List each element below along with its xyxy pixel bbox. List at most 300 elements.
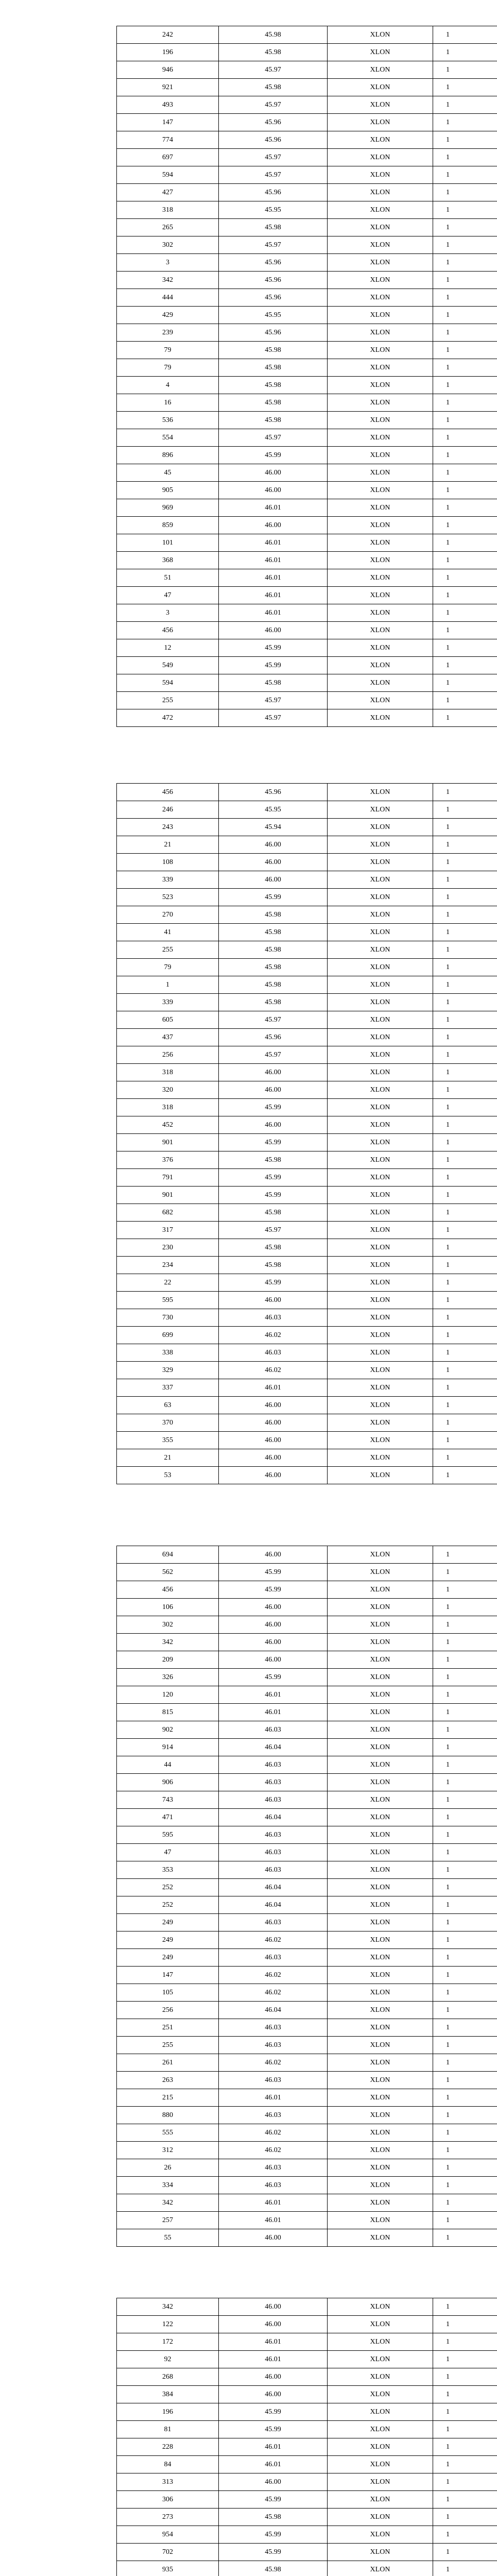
trailing-cell: 1: [433, 2054, 497, 2072]
venue-cell: XLON: [328, 412, 433, 429]
price-cell: 46.04: [219, 1809, 328, 1826]
volume-cell: 523: [117, 889, 219, 906]
table-row: [117, 1669, 497, 1686]
table-row: [117, 2403, 497, 2421]
table-row: [117, 552, 497, 569]
venue-cell: XLON: [328, 1327, 433, 1344]
table-row: [117, 2333, 497, 2351]
venue-cell: XLON: [328, 1581, 433, 1599]
volume-cell: 270: [117, 906, 219, 924]
table-row: [117, 1581, 497, 1599]
volume-cell: 239: [117, 324, 219, 342]
venue-cell: XLON: [328, 1414, 433, 1432]
price-cell: 45.96: [219, 114, 328, 131]
trailing-cell: 1: [433, 166, 497, 184]
trailing-cell: 1: [433, 1011, 497, 1029]
trailing-cell: 1: [433, 499, 497, 517]
trailing-cell: 1: [433, 1414, 497, 1432]
price-cell: 45.98: [219, 26, 328, 44]
venue-cell: XLON: [328, 2089, 433, 2107]
table-row: [117, 1809, 497, 1826]
price-cell: 46.00: [219, 2386, 328, 2403]
trades-table: [116, 1546, 497, 2247]
price-cell: 45.99: [219, 1274, 328, 1292]
table-row: [117, 1564, 497, 1581]
trailing-cell: 1: [433, 1967, 497, 1984]
price-cell: 45.98: [219, 994, 328, 1011]
trailing-cell: 1: [433, 2072, 497, 2089]
table-row: [117, 2159, 497, 2177]
table-row: [117, 2194, 497, 2212]
table-row: [117, 2316, 497, 2333]
table-row: [117, 1756, 497, 1774]
venue-cell: XLON: [328, 994, 433, 1011]
volume-cell: 595: [117, 1826, 219, 1844]
trailing-cell: 1: [433, 2351, 497, 2368]
trailing-cell: 1: [433, 692, 497, 709]
venue-cell: XLON: [328, 1397, 433, 1414]
volume-cell: 699: [117, 1327, 219, 1344]
price-cell: 46.00: [219, 1651, 328, 1669]
table-row: [117, 2089, 497, 2107]
venue-cell: XLON: [328, 1774, 433, 1791]
trailing-cell: 1: [433, 2142, 497, 2159]
venue-cell: XLON: [328, 2473, 433, 2491]
volume-cell: 252: [117, 1879, 219, 1896]
trailing-cell: 1: [433, 1634, 497, 1651]
volume-cell: 452: [117, 1116, 219, 1134]
trailing-cell: 1: [433, 272, 497, 289]
price-cell: 46.00: [219, 1634, 328, 1651]
trailing-cell: 1: [433, 569, 497, 587]
table-row: [117, 2561, 497, 2576]
volume-cell: 21: [117, 836, 219, 854]
volume-cell: 376: [117, 1151, 219, 1169]
venue-cell: XLON: [328, 2229, 433, 2247]
venue-cell: XLON: [328, 1064, 433, 1081]
trades-table: [116, 26, 497, 727]
table-row: [117, 534, 497, 552]
trailing-cell: 1: [433, 2194, 497, 2212]
volume-cell: 243: [117, 819, 219, 836]
price-cell: 46.00: [219, 1116, 328, 1134]
venue-cell: XLON: [328, 2561, 433, 2576]
price-cell: 45.98: [219, 959, 328, 976]
table-row: [117, 114, 497, 131]
volume-cell: 902: [117, 1721, 219, 1739]
table-row: [117, 342, 497, 359]
volume-cell: 901: [117, 1134, 219, 1151]
table-row: [117, 1397, 497, 1414]
venue-cell: XLON: [328, 801, 433, 819]
trailing-cell: 1: [433, 1651, 497, 1669]
price-cell: 45.99: [219, 889, 328, 906]
volume-cell: 471: [117, 1809, 219, 1826]
venue-cell: XLON: [328, 131, 433, 149]
trailing-cell: 1: [433, 1169, 497, 1187]
volume-cell: 26: [117, 2159, 219, 2177]
trailing-cell: 1: [433, 1046, 497, 1064]
volume-cell: 106: [117, 1599, 219, 1616]
volume-cell: 4: [117, 377, 219, 394]
trailing-cell: 1: [433, 1362, 497, 1379]
venue-cell: XLON: [328, 1344, 433, 1362]
volume-cell: 554: [117, 429, 219, 447]
table-row: [117, 184, 497, 201]
price-cell: 45.96: [219, 131, 328, 149]
venue-cell: XLON: [328, 499, 433, 517]
table-row: [117, 2491, 497, 2509]
venue-cell: XLON: [328, 342, 433, 359]
price-cell: 46.02: [219, 1362, 328, 1379]
volume-cell: 81: [117, 2421, 219, 2438]
table-row: [117, 1011, 497, 1029]
venue-cell: XLON: [328, 1309, 433, 1327]
trailing-cell: 1: [433, 534, 497, 552]
table-row: [117, 2438, 497, 2456]
trailing-cell: 1: [433, 2386, 497, 2403]
table-row: [117, 79, 497, 96]
trailing-cell: 1: [433, 994, 497, 1011]
price-cell: 46.00: [219, 1432, 328, 1449]
trailing-cell: 1: [433, 1879, 497, 1896]
volume-cell: 257: [117, 2212, 219, 2229]
venue-cell: XLON: [328, 1467, 433, 1484]
price-cell: 46.03: [219, 2037, 328, 2054]
table-row: [117, 1327, 497, 1344]
trailing-cell: 1: [433, 1204, 497, 1222]
price-cell: 46.03: [219, 1826, 328, 1844]
volume-cell: 429: [117, 307, 219, 324]
table-row: [117, 2509, 497, 2526]
venue-cell: XLON: [328, 272, 433, 289]
price-cell: 46.01: [219, 2456, 328, 2473]
volume-cell: 815: [117, 1704, 219, 1721]
table-row: [117, 1546, 497, 1564]
venue-cell: XLON: [328, 2212, 433, 2229]
price-cell: 46.02: [219, 1984, 328, 2002]
price-cell: 46.01: [219, 2194, 328, 2212]
table-row: [117, 1046, 497, 1064]
trailing-cell: 1: [433, 219, 497, 236]
price-cell: 45.98: [219, 1239, 328, 1257]
volume-cell: 21: [117, 1449, 219, 1467]
trailing-cell: 1: [433, 2561, 497, 2576]
trailing-cell: 1: [433, 1292, 497, 1309]
venue-cell: XLON: [328, 1081, 433, 1099]
volume-cell: 120: [117, 1686, 219, 1704]
table-row: [117, 1151, 497, 1169]
trades-table-body: [117, 784, 497, 1484]
price-cell: 45.99: [219, 2544, 328, 2561]
trailing-cell: 1: [433, 2159, 497, 2177]
price-cell: 46.00: [219, 1397, 328, 1414]
volume-cell: 317: [117, 1222, 219, 1239]
price-cell: 46.03: [219, 1791, 328, 1809]
trailing-cell: 1: [433, 1327, 497, 1344]
price-cell: 45.96: [219, 184, 328, 201]
trailing-cell: 1: [433, 201, 497, 219]
trailing-cell: 1: [433, 342, 497, 359]
volume-cell: 12: [117, 639, 219, 657]
price-cell: 45.99: [219, 2526, 328, 2544]
table-page-3: [116, 1546, 497, 2247]
volume-cell: 47: [117, 1844, 219, 1861]
trailing-cell: 1: [433, 2368, 497, 2386]
price-cell: 45.99: [219, 1669, 328, 1686]
trailing-cell: 1: [433, 96, 497, 114]
trailing-cell: 1: [433, 2421, 497, 2438]
venue-cell: XLON: [328, 1967, 433, 1984]
volume-cell: 92: [117, 2351, 219, 2368]
trailing-cell: 1: [433, 1721, 497, 1739]
trailing-cell: 1: [433, 1669, 497, 1686]
table-row: [117, 1099, 497, 1116]
volume-cell: 337: [117, 1379, 219, 1397]
venue-cell: XLON: [328, 1634, 433, 1651]
volume-cell: 312: [117, 2142, 219, 2159]
venue-cell: XLON: [328, 639, 433, 657]
venue-cell: XLON: [328, 149, 433, 166]
trailing-cell: 1: [433, 1151, 497, 1169]
volume-cell: 549: [117, 657, 219, 674]
trades-table-body: [117, 2298, 497, 2576]
volume-cell: 318: [117, 1064, 219, 1081]
table-row: [117, 1879, 497, 1896]
price-cell: 46.00: [219, 2473, 328, 2491]
price-cell: 45.99: [219, 657, 328, 674]
venue-cell: XLON: [328, 377, 433, 394]
volume-cell: 342: [117, 272, 219, 289]
price-cell: 45.98: [219, 79, 328, 96]
volume-cell: 697: [117, 149, 219, 166]
table-row: [117, 464, 497, 482]
venue-cell: XLON: [328, 906, 433, 924]
table-row: [117, 394, 497, 412]
price-cell: 46.02: [219, 2124, 328, 2142]
trailing-cell: 1: [433, 2403, 497, 2421]
trailing-cell: 1: [433, 836, 497, 854]
venue-cell: XLON: [328, 2124, 433, 2142]
table-row: [117, 377, 497, 394]
price-cell: 46.00: [219, 1467, 328, 1484]
trailing-cell: 1: [433, 1081, 497, 1099]
volume-cell: 3: [117, 254, 219, 272]
venue-cell: XLON: [328, 889, 433, 906]
volume-cell: 605: [117, 1011, 219, 1029]
trailing-cell: 1: [433, 2229, 497, 2247]
price-cell: 45.94: [219, 819, 328, 836]
price-cell: 46.01: [219, 604, 328, 622]
table-row: [117, 2072, 497, 2089]
table-row: [117, 412, 497, 429]
trailing-cell: 1: [433, 324, 497, 342]
table-row: [117, 1169, 497, 1187]
table-row: [117, 219, 497, 236]
venue-cell: XLON: [328, 2403, 433, 2421]
trailing-cell: 1: [433, 1704, 497, 1721]
table-row: [117, 2421, 497, 2438]
table-row: [117, 836, 497, 854]
trailing-cell: 1: [433, 1116, 497, 1134]
trailing-cell: 1: [433, 1449, 497, 1467]
volume-cell: 456: [117, 784, 219, 801]
price-cell: 45.99: [219, 1169, 328, 1187]
price-cell: 45.99: [219, 2403, 328, 2421]
trailing-cell: 1: [433, 1949, 497, 1967]
volume-cell: 196: [117, 2403, 219, 2421]
price-cell: 46.00: [219, 2368, 328, 2386]
table-row: [117, 587, 497, 604]
table-row: [117, 1686, 497, 1704]
price-cell: 45.96: [219, 289, 328, 307]
volume-cell: 261: [117, 2054, 219, 2072]
venue-cell: XLON: [328, 219, 433, 236]
trailing-cell: 1: [433, 1432, 497, 1449]
venue-cell: XLON: [328, 324, 433, 342]
price-cell: 46.03: [219, 1949, 328, 1967]
volume-cell: 255: [117, 2037, 219, 2054]
table-row: [117, 1187, 497, 1204]
venue-cell: XLON: [328, 359, 433, 377]
venue-cell: XLON: [328, 2351, 433, 2368]
price-cell: 45.95: [219, 307, 328, 324]
venue-cell: XLON: [328, 2107, 433, 2124]
price-cell: 46.01: [219, 534, 328, 552]
venue-cell: XLON: [328, 2002, 433, 2019]
trailing-cell: 1: [433, 709, 497, 727]
table-row: [117, 906, 497, 924]
table-row: [117, 44, 497, 61]
table-page-4: [116, 2298, 497, 2576]
trailing-cell: 1: [433, 1564, 497, 1581]
table-row: [117, 1599, 497, 1616]
volume-cell: 493: [117, 96, 219, 114]
price-cell: 46.00: [219, 1546, 328, 1564]
venue-cell: XLON: [328, 1362, 433, 1379]
venue-cell: XLON: [328, 447, 433, 464]
volume-cell: 859: [117, 517, 219, 534]
table-row: [117, 604, 497, 622]
table-row: [117, 1344, 497, 1362]
volume-cell: 256: [117, 2002, 219, 2019]
price-cell: 46.03: [219, 1309, 328, 1327]
trailing-cell: 1: [433, 1809, 497, 1826]
venue-cell: XLON: [328, 1222, 433, 1239]
volume-cell: 263: [117, 2072, 219, 2089]
venue-cell: XLON: [328, 2491, 433, 2509]
price-cell: 46.00: [219, 854, 328, 871]
price-cell: 45.98: [219, 342, 328, 359]
trailing-cell: 1: [433, 906, 497, 924]
volume-cell: 44: [117, 1756, 219, 1774]
trailing-cell: 1: [433, 2212, 497, 2229]
table-row: [117, 2142, 497, 2159]
volume-cell: 427: [117, 184, 219, 201]
venue-cell: XLON: [328, 1274, 433, 1292]
volume-cell: 914: [117, 1739, 219, 1756]
price-cell: 46.01: [219, 1704, 328, 1721]
price-cell: 45.97: [219, 692, 328, 709]
table-row: [117, 784, 497, 801]
volume-cell: 79: [117, 959, 219, 976]
table-row: [117, 2456, 497, 2473]
venue-cell: XLON: [328, 552, 433, 569]
venue-cell: XLON: [328, 1931, 433, 1949]
table-row: [117, 1116, 497, 1134]
venue-cell: XLON: [328, 1599, 433, 1616]
venue-cell: XLON: [328, 1187, 433, 1204]
venue-cell: XLON: [328, 201, 433, 219]
volume-cell: 55: [117, 2229, 219, 2247]
trailing-cell: 1: [433, 639, 497, 657]
venue-cell: XLON: [328, 2456, 433, 2473]
volume-cell: 268: [117, 2368, 219, 2386]
venue-cell: XLON: [328, 1546, 433, 1564]
volume-cell: 368: [117, 552, 219, 569]
volume-cell: 320: [117, 1081, 219, 1099]
volume-cell: 302: [117, 1616, 219, 1634]
venue-cell: XLON: [328, 784, 433, 801]
table-row: [117, 201, 497, 219]
volume-cell: 370: [117, 1414, 219, 1432]
table-row: [117, 272, 497, 289]
venue-cell: XLON: [328, 1169, 433, 1187]
table-row: [117, 1931, 497, 1949]
volume-cell: 456: [117, 1581, 219, 1599]
price-cell: 45.98: [219, 1151, 328, 1169]
price-cell: 46.03: [219, 1774, 328, 1791]
price-cell: 46.01: [219, 2333, 328, 2351]
trailing-cell: 1: [433, 2544, 497, 2561]
table-row: [117, 2177, 497, 2194]
price-cell: 46.00: [219, 1599, 328, 1616]
venue-cell: XLON: [328, 2019, 433, 2037]
volume-cell: 595: [117, 1292, 219, 1309]
volume-cell: 122: [117, 2316, 219, 2333]
volume-cell: 694: [117, 1546, 219, 1564]
venue-cell: XLON: [328, 1564, 433, 1581]
table-row: [117, 1896, 497, 1914]
volume-cell: 22: [117, 1274, 219, 1292]
venue-cell: XLON: [328, 517, 433, 534]
volume-cell: 730: [117, 1309, 219, 1327]
trades-table-body: [117, 26, 497, 727]
volume-cell: 437: [117, 1029, 219, 1046]
venue-cell: XLON: [328, 1011, 433, 1029]
volume-cell: 47: [117, 587, 219, 604]
venue-cell: XLON: [328, 1379, 433, 1397]
venue-cell: XLON: [328, 657, 433, 674]
price-cell: 45.98: [219, 377, 328, 394]
volume-cell: 79: [117, 342, 219, 359]
volume-cell: 249: [117, 1914, 219, 1931]
volume-cell: 329: [117, 1362, 219, 1379]
venue-cell: XLON: [328, 569, 433, 587]
venue-cell: XLON: [328, 2526, 433, 2544]
price-cell: 45.98: [219, 976, 328, 994]
price-cell: 45.98: [219, 412, 328, 429]
table-page-1: [116, 26, 497, 727]
table-row: [117, 674, 497, 692]
table-row: [117, 1791, 497, 1809]
trailing-cell: 1: [433, 1896, 497, 1914]
price-cell: 45.98: [219, 394, 328, 412]
price-cell: 46.04: [219, 1739, 328, 1756]
volume-cell: 79: [117, 359, 219, 377]
table-row: [117, 1844, 497, 1861]
venue-cell: XLON: [328, 464, 433, 482]
